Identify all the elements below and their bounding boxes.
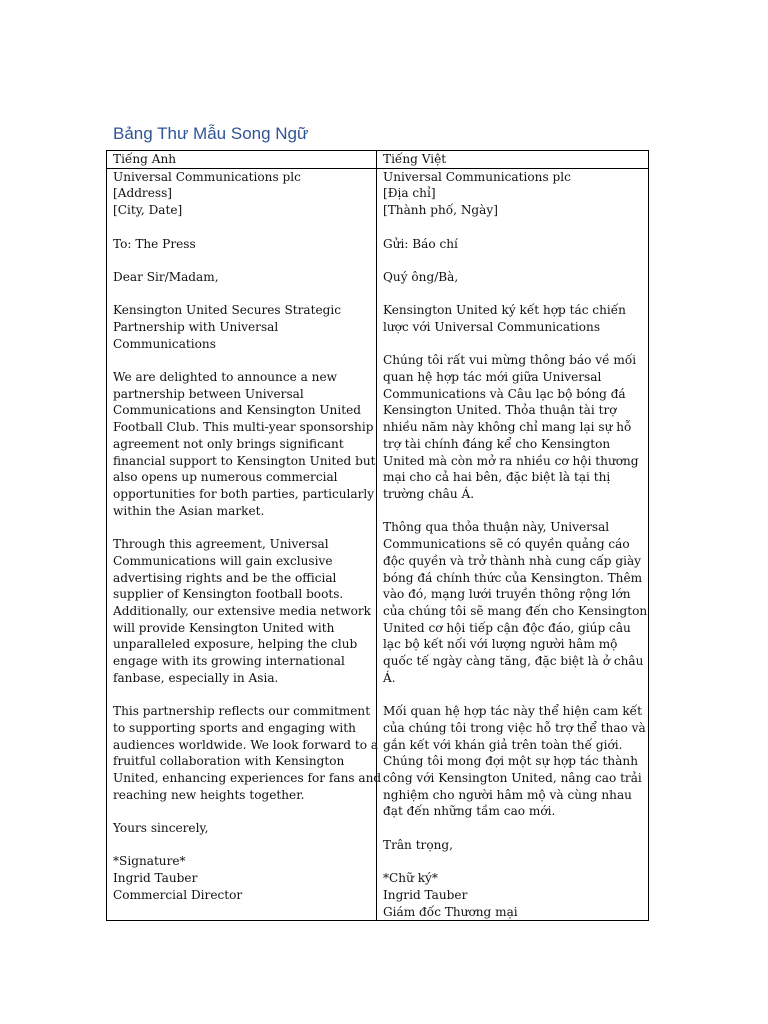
closing: Trân trọng, xyxy=(383,837,453,852)
text-line: công với Kensington United, nâng cao trải xyxy=(383,770,642,785)
text-line: United cơ hội tiếp cận độc đáo, giúp câu xyxy=(383,620,631,635)
paragraph-2 xyxy=(383,519,648,686)
text-line: supplier of Kensington football boots. xyxy=(113,587,344,602)
sender-city-date: [Thành phố, Ngày] xyxy=(383,203,498,218)
text-line: to supporting sports and engaging with xyxy=(113,720,356,735)
text-line: also opens up numerous commercial xyxy=(113,470,338,485)
text-line: của chúng tôi sẽ mang đến cho Kensington xyxy=(383,603,648,618)
text-line: opportunities for both parties, particularly xyxy=(113,487,375,501)
closing-block xyxy=(113,820,370,837)
recipient-line xyxy=(113,236,370,253)
headline-block xyxy=(113,302,370,352)
column-header-english: Tiếng Anh xyxy=(107,151,377,169)
text-line: We are delighted to announce a new xyxy=(113,370,337,385)
text-line: gắn kết với khán giả trên toàn thế giới. xyxy=(383,737,623,752)
headline-line: Partnership with Universal xyxy=(113,319,279,334)
paragraph-3 xyxy=(383,703,646,820)
english-letter-cell xyxy=(107,168,382,921)
text-line: lạc bộ kết nối với lượng người hâm mộ xyxy=(383,637,618,652)
text-line: Communications will gain exclusive xyxy=(113,553,333,568)
closing: Yours sincerely, xyxy=(113,821,209,836)
paragraph-1 xyxy=(383,352,642,502)
text-line: trường châu Á. xyxy=(383,487,475,501)
text-line: fanbase, especially in Asia. xyxy=(113,670,279,685)
text-line: advertising rights and be the official xyxy=(113,570,337,585)
text-line: agreement not only brings significant xyxy=(113,436,344,451)
signature-block xyxy=(383,870,642,920)
text-line: will provide Kensington United with xyxy=(113,620,335,635)
text-line: unparalleled exposure, helping the club xyxy=(113,637,358,652)
sender-block xyxy=(113,169,370,219)
text-line: reaching new heights together. xyxy=(113,787,305,802)
text-line: Through this agreement, Universal xyxy=(113,537,329,552)
text-line: độc quyền và trở thành nhà cung cấp giày xyxy=(383,553,642,568)
text-line: Chúng tôi rất vui mừng thông báo về mối xyxy=(383,353,637,368)
recipient-line xyxy=(383,236,642,253)
text-line: Thông qua thỏa thuận này, Universal xyxy=(383,520,610,535)
text-line: trợ tài chính đáng kể cho Kensington xyxy=(383,436,611,451)
headline-line: lược với Universal Communications xyxy=(383,319,601,334)
text-line: Kensington United. Thỏa thuận tài trợ xyxy=(383,403,617,418)
salutation: Dear Sir/Madam, xyxy=(113,269,219,284)
signature: *Signature* xyxy=(113,854,186,869)
sender-city-date: [City, Date] xyxy=(113,203,183,218)
text-line: financial support to Kensington United but xyxy=(113,453,376,468)
text-line: Communications và Câu lạc bộ bóng đá xyxy=(383,386,626,401)
vietnamese-letter-cell xyxy=(377,168,649,921)
salutation: Quý ông/Bà, xyxy=(383,269,459,284)
paragraph-1 xyxy=(113,369,376,519)
document-title: Bảng Thư Mẫu Song Ngữ xyxy=(113,124,309,143)
signature: *Chữ ký* xyxy=(383,871,438,886)
text-line: within the Asian market. xyxy=(113,503,265,518)
signer-position: Giám đốc Thương mại xyxy=(383,904,518,919)
text-line: United mà còn mở ra nhiều cơ hội thương xyxy=(383,453,639,468)
recipient: Gửi: Báo chí xyxy=(383,236,458,251)
signer-position: Commercial Director xyxy=(113,887,243,902)
headline-line: Kensington United Secures Strategic xyxy=(113,303,342,318)
sender-block xyxy=(383,169,642,219)
text-line: vào đó, mạng lưới truyền thông rộng lớn xyxy=(383,587,631,602)
text-line: nhiều năm này không chỉ mang lại sự hỗ xyxy=(383,420,632,435)
signer-name: Ingrid Tauber xyxy=(113,871,198,886)
text-line: quốc tế ngày càng tăng, đặc biệt là ở châu xyxy=(383,654,644,669)
text-line: United, enhancing experiences for fans and xyxy=(113,770,382,785)
text-line: Communications and Kensington United xyxy=(113,403,361,418)
recipient: To: The Press xyxy=(113,236,196,251)
text-line: bóng đá chính thức của Kensington. Thêm xyxy=(383,570,643,585)
text-line: Chúng tôi mong đợi một sự hợp tác thành xyxy=(383,754,638,769)
sender-address: [Address] xyxy=(113,186,173,201)
table-header-row xyxy=(107,151,649,169)
text-line: Additionally, our extensive media network xyxy=(113,603,371,618)
text-line: This partnership reflects our commitment xyxy=(113,704,371,719)
paragraph-3 xyxy=(113,703,382,803)
text-line: mại cho cả hai bên, đặc biệt là tại thị xyxy=(383,470,611,485)
sender-address: [Địa chỉ] xyxy=(383,186,436,201)
text-line: đạt đến những tầm cao mới. xyxy=(383,804,556,819)
closing-block xyxy=(383,837,642,854)
text-line: Á. xyxy=(383,670,396,685)
text-line: engage with its growing international xyxy=(113,654,345,669)
table-row xyxy=(107,168,649,921)
signer-name: Ingrid Tauber xyxy=(383,887,468,902)
headline-line: Communications xyxy=(113,336,216,351)
text-line: của chúng tôi trong việc hỗ trợ thể thao và xyxy=(383,720,646,735)
salutation-block xyxy=(383,269,642,286)
column-header-vietnamese: Tiếng Việt xyxy=(377,151,649,169)
headline-block xyxy=(383,302,642,335)
text-line: quan hệ hợp tác mới giữa Universal xyxy=(383,370,602,385)
text-line: fruitful collaboration with Kensington xyxy=(113,754,345,769)
paragraph-2 xyxy=(113,536,370,686)
text-line: nghiệm cho người hâm mộ và cùng nhau xyxy=(383,787,632,802)
headline-line: Kensington United ký kết hợp tác chiến xyxy=(383,303,626,318)
sender-company: Universal Communications plc xyxy=(383,169,571,184)
text-line: Communications sẽ có quyền quảng cáo xyxy=(383,537,630,552)
bilingual-letter-table xyxy=(106,150,649,921)
salutation-block xyxy=(113,269,370,286)
sender-company: Universal Communications plc xyxy=(113,169,301,184)
text-line: partnership between Universal xyxy=(113,386,304,401)
text-line: Mối quan hệ hợp tác này thể hiện cam kết xyxy=(383,704,642,719)
text-line: Football Club. This multi-year sponsorship xyxy=(113,420,374,435)
signature-block xyxy=(113,853,370,903)
text-line: audiences worldwide. We look forward to a xyxy=(113,737,379,752)
